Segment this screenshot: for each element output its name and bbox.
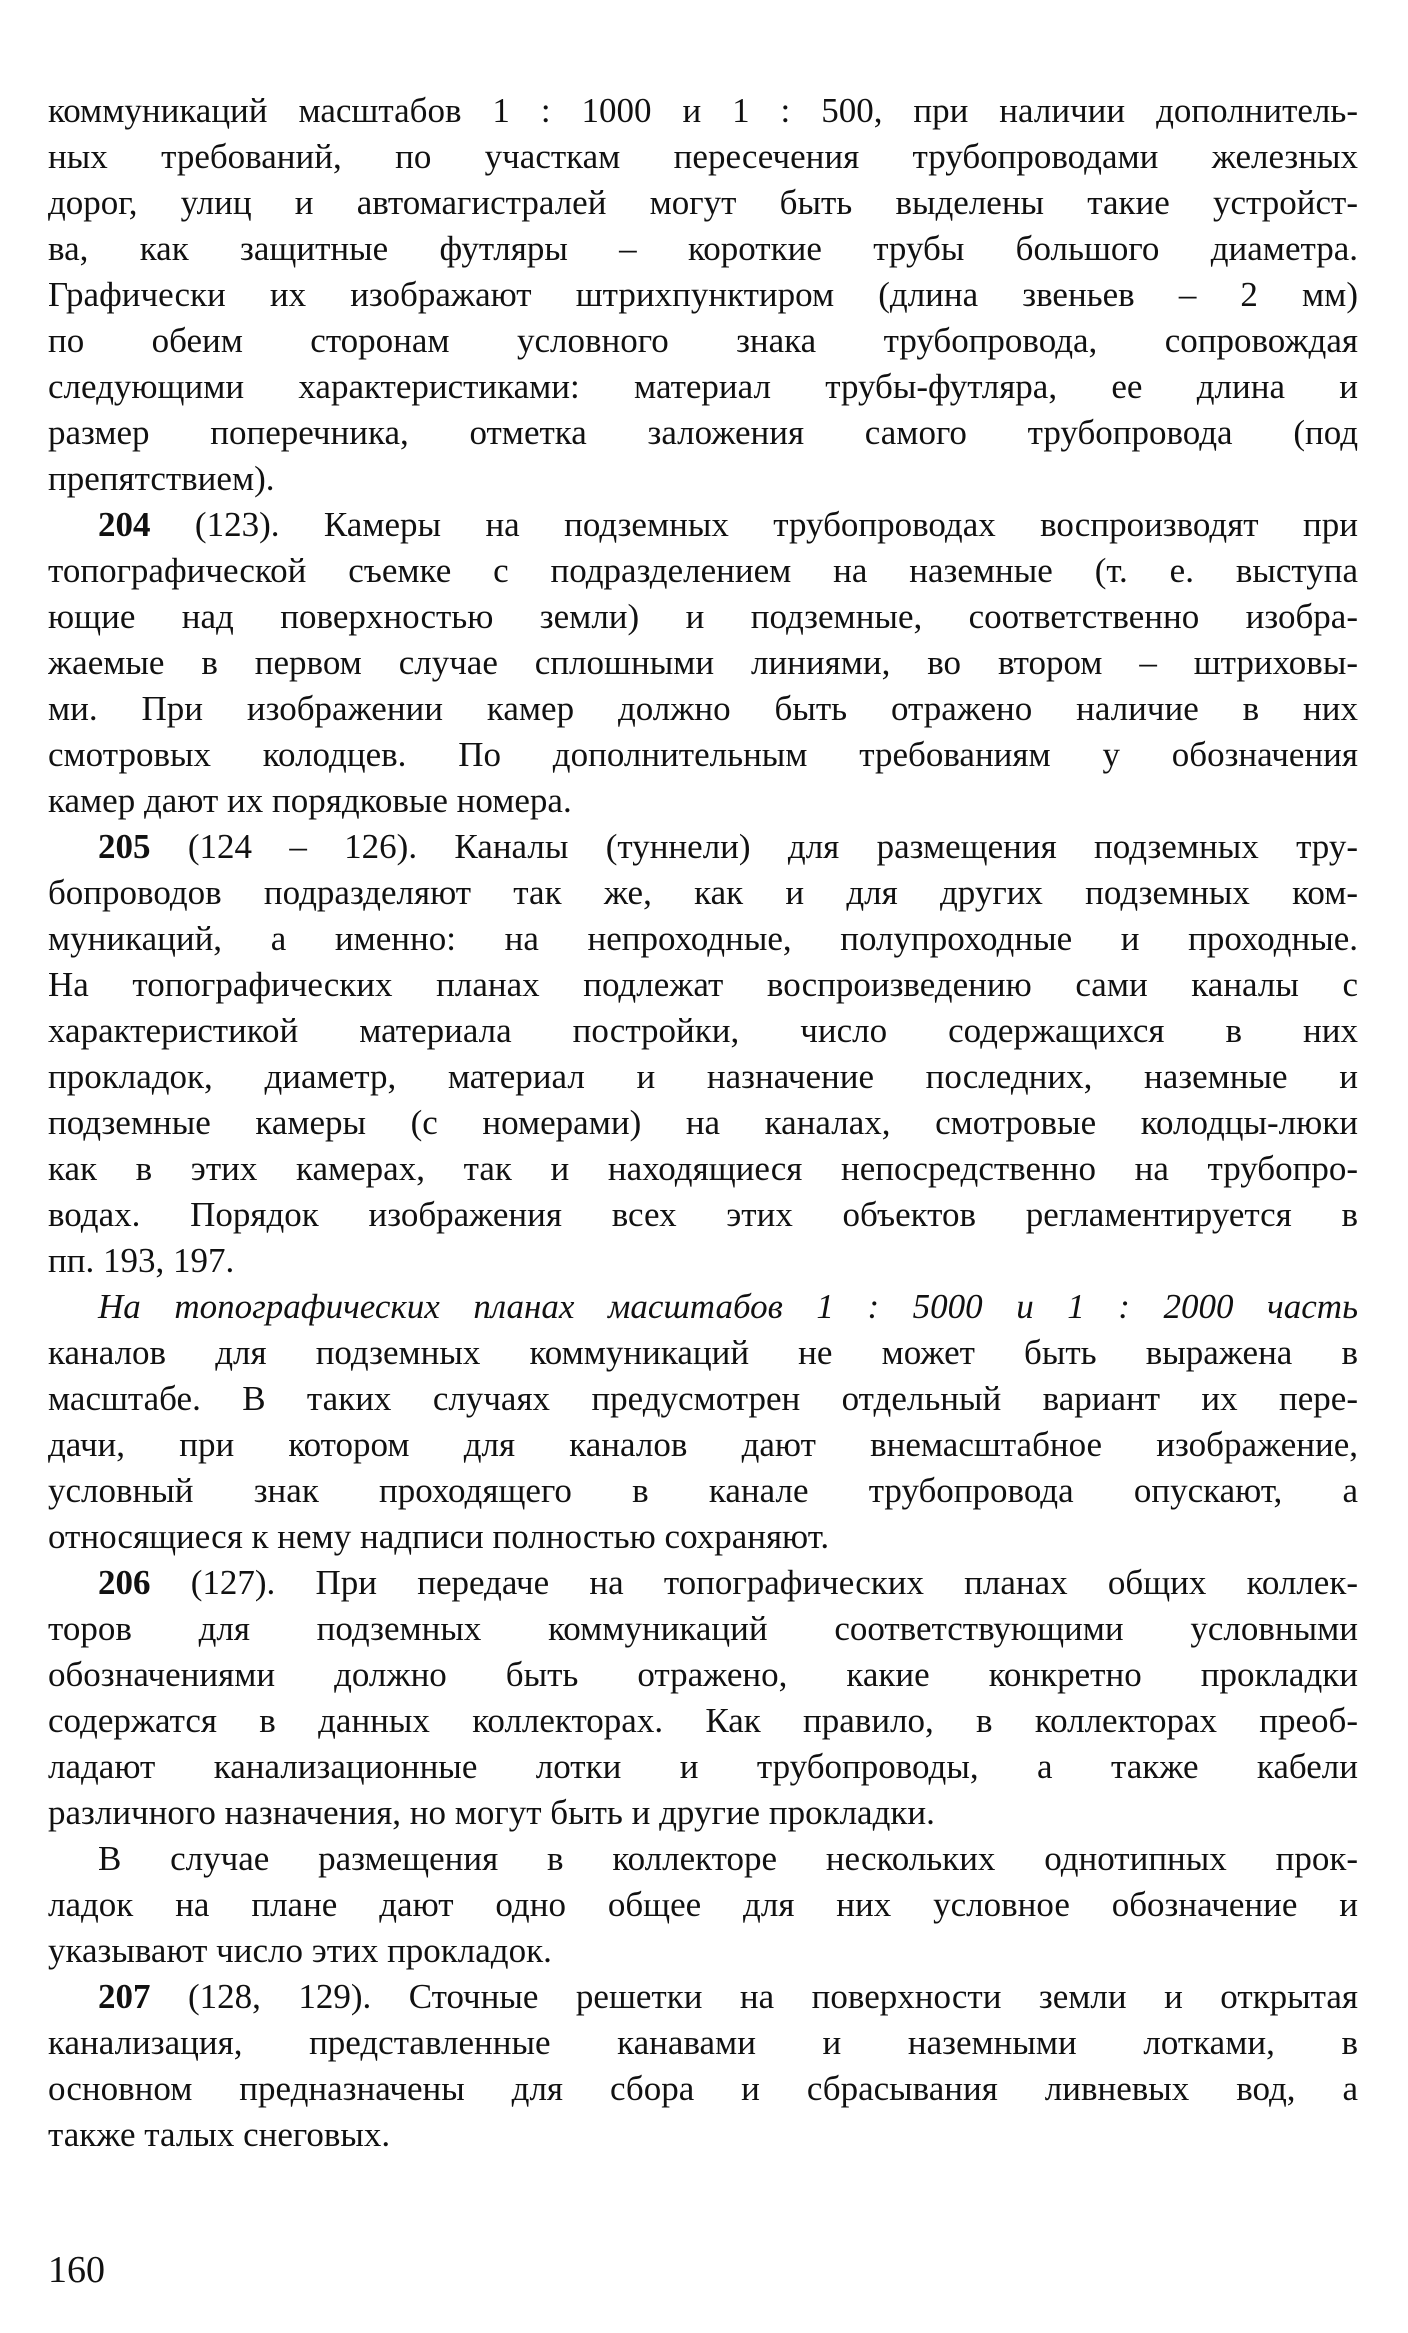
text-line: Графически их изображают штрихпунктиром (длина звеньев – 2 мм) xyxy=(48,275,1358,314)
paragraph-205 xyxy=(48,824,1358,1284)
text-line: по обеим сторонам условного знака трубопровода, сопровождая xyxy=(48,321,1358,360)
text-line: обозначениями должно быть отражено, какие конкретно прокладки xyxy=(48,1655,1358,1694)
text-line: На топографических планах подлежат воспроизведению сами каналы с xyxy=(48,965,1358,1004)
text-line: жаемые в первом случае сплошными линиями, во втором – штриховы- xyxy=(48,643,1358,682)
text-line: подземные камеры (с номерами) на каналах, смотровые колодцы-люки xyxy=(48,1103,1358,1142)
paragraph-205-note xyxy=(48,1284,1358,1560)
text-line: торов для подземных коммуникаций соответствующими условными xyxy=(48,1609,1358,1648)
text-line: указывают число этих прокладок. xyxy=(48,1931,552,1970)
text-line: каналов для подземных коммуникаций не может быть выражена в xyxy=(48,1333,1358,1372)
paragraph-lead-text: (127). При передаче на топографических планах общих коллек- xyxy=(150,1563,1358,1602)
paragraph-204 xyxy=(48,502,1358,824)
paragraph-207 xyxy=(48,1974,1358,2158)
text-line: ми. При изображении камер должно быть отражено наличие в них xyxy=(48,689,1358,728)
text-line xyxy=(48,502,1358,548)
text-line: В случае размещения в коллекторе нескольких однотипных прок- xyxy=(98,1839,1358,1878)
paragraph-number: 207 xyxy=(98,1977,151,2016)
text-line: водах. Порядок изображения всех этих объектов регламентируется в xyxy=(48,1195,1358,1234)
text-line xyxy=(48,824,1358,870)
text-line: муникаций, а именно: на непроходные, полупроходные и проходные. xyxy=(48,919,1358,958)
text-line: ладок на плане дают одно общее для них условное обозначение и xyxy=(48,1885,1358,1924)
paragraph-number: 206 xyxy=(98,1563,151,1602)
text-line xyxy=(48,1974,1358,2020)
text-line: смотровых колодцев. По дополнительным требованиям у обозначения xyxy=(48,735,1358,774)
text-line: канализация, представленные канавами и наземными лотками, в xyxy=(48,2023,1358,2062)
text-line: дорог, улиц и автомагистралей могут быть выделены такие устройст- xyxy=(48,183,1358,222)
text-line: топографической съемке с подразделением на наземные (т. е. выступа xyxy=(48,551,1358,590)
paragraph-number: 204 xyxy=(98,505,151,544)
text-line: бопроводов подразделяют так же, как и для других подземных ком- xyxy=(48,873,1358,912)
text-line: основном предназначены для сбора и сбрасывания ливневых вод, а xyxy=(48,2069,1358,2108)
text-line: ющие над поверхностью земли) и подземные, соответственно изобра- xyxy=(48,597,1358,636)
text-line: также талых снеговых. xyxy=(48,2115,391,2154)
paragraph-number: 205 xyxy=(98,827,151,866)
text-line: ладают канализационные лотки и трубопроводы, а также кабели xyxy=(48,1747,1358,1786)
text-line: камер дают их порядковые номера. xyxy=(48,781,572,820)
text-line: различного назначения, но могут быть и другие прокладки. xyxy=(48,1793,935,1832)
text-line: размер поперечника, отметка заложения самого трубопровода (под xyxy=(48,413,1358,452)
text-line: пп. 193, 197. xyxy=(48,1241,235,1280)
paragraph-lead-text: (124 – 126). Каналы (туннели) для размещения подземных тру- xyxy=(150,827,1358,866)
text-line: ва, как защитные футляры – короткие трубы большого диаметра. xyxy=(48,229,1358,268)
text-line: содержатся в данных коллекторах. Как правило, в коллекторах преоб- xyxy=(48,1701,1358,1740)
text-line: как в этих камерах, так и находящиеся непосредственно на трубопро- xyxy=(48,1149,1358,1188)
paragraph-206-note xyxy=(48,1836,1358,1974)
text-line: прокладок, диаметр, материал и назначение последних, наземные и xyxy=(48,1057,1358,1096)
paragraph-lead-text: (123). Камеры на подземных трубопроводах воспроизводят при xyxy=(150,505,1358,544)
text-line: ных требований, по участкам пересечения трубопроводами железных xyxy=(48,137,1358,176)
page-number: 160 xyxy=(48,2249,105,2291)
text-line: дачи, при котором для каналов дают внемасштабное изображение, xyxy=(48,1425,1358,1464)
text-line: следующими характеристиками: материал трубы-футляра, ее длина и xyxy=(48,367,1358,406)
paragraph-lead-text: (128, 129). Сточные решетки на поверхности земли и открытая xyxy=(150,1977,1358,2016)
text-line: условный знак проходящего в канале трубопровода опускают, а xyxy=(48,1471,1358,1510)
text-line: характеристикой материала постройки, число содержащихся в них xyxy=(48,1011,1358,1050)
text-line: масштабе. В таких случаях предусмотрен отдельный вариант их пере- xyxy=(48,1379,1358,1418)
page-body xyxy=(48,88,1358,2158)
text-line: препятствием). xyxy=(48,459,275,498)
paragraph-206 xyxy=(48,1560,1358,1836)
text-line: относящиеся к нему надписи полностью сохраняют. xyxy=(48,1517,830,1556)
italic-lead: На топографических планах масштабов 1 : 5000 и 1 : 2000 часть xyxy=(98,1287,1358,1326)
text-line: коммуникаций масштабов 1 : 1000 и 1 : 500, при наличии дополнитель- xyxy=(48,91,1358,130)
text-line xyxy=(48,1284,1358,1330)
text-line xyxy=(48,1560,1358,1606)
paragraph-continuation xyxy=(48,88,1358,502)
